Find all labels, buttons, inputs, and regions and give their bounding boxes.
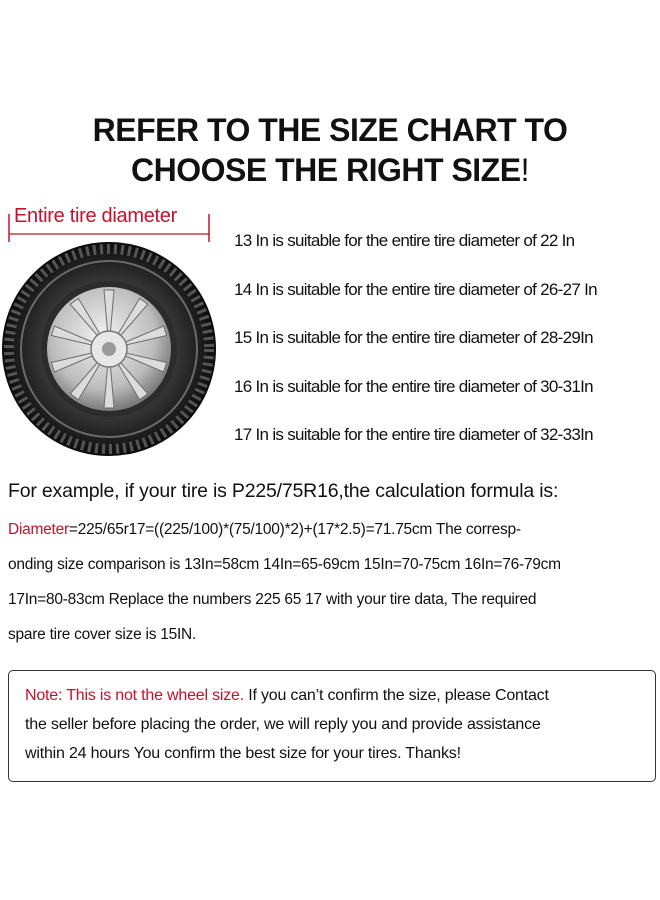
size-line-13: 13 In is suitable for the entire tire diameter of 22 In bbox=[234, 231, 575, 250]
formula-line-1 bbox=[8, 512, 660, 547]
note-text bbox=[25, 681, 653, 768]
formula-text bbox=[8, 512, 660, 652]
formula-line-2: onding size comparison is 13In=58cm 14In=65-69cm 15In=70-75cm 16In=76-79cm bbox=[8, 556, 561, 573]
tire-image bbox=[0, 240, 218, 458]
formula-line-4: spare tire cover size is 15IN. bbox=[8, 626, 197, 643]
note-line-1 bbox=[25, 681, 653, 710]
note-label: Note: This is not the wheel size. bbox=[25, 687, 244, 704]
title-line-2 bbox=[0, 150, 660, 190]
diameter-label: Entire tire diameter bbox=[14, 205, 177, 227]
note-line-3: within 24 hours You confirm the best size for your tires. Thanks! bbox=[25, 745, 461, 762]
formula-line-3: 17In=80-83cm Replace the numbers 225 65 17 with your tire data, The required bbox=[8, 591, 537, 608]
note-line-1-rest: If you can’t confirm the size, please Contact bbox=[244, 687, 549, 704]
title-line-1: REFER TO THE SIZE CHART TO bbox=[92, 112, 568, 148]
size-line-16: 16 In is suitable for the entire tire diameter of 30-31In bbox=[234, 376, 593, 396]
note-box bbox=[8, 670, 656, 782]
title-line-2-text: CHOOSE THE RIGHT SIZE bbox=[131, 152, 521, 188]
formula-line-1-rest: =225/65r17=((225/100)*(75/100)*2)+(17*2.5)=71.75cm The corresp- bbox=[68, 521, 521, 538]
size-list bbox=[234, 226, 660, 469]
size-line-15: 15 In is suitable for the entire tire diameter of 28-29In bbox=[234, 328, 593, 347]
formula-diameter-label: Diameter bbox=[8, 521, 69, 538]
note-line-2: the seller before placing the order, we will reply you and provide assistance bbox=[25, 716, 541, 733]
size-line-17: 17 In is suitable for the entire tire diameter of 32-33In bbox=[234, 425, 593, 444]
size-line-14: 14 In is suitable for the entire tire diameter of 26-27 In bbox=[234, 279, 597, 299]
example-heading: For example, if your tire is P225/75R16,the calculation formula is: bbox=[8, 480, 559, 502]
title-exclamation: ! bbox=[520, 152, 529, 188]
